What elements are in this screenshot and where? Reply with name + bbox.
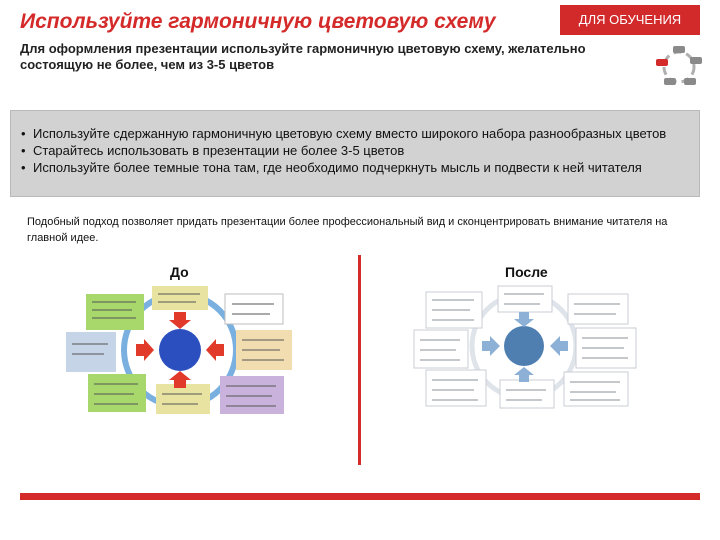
before-arrow [169, 312, 191, 329]
after-box [426, 370, 486, 406]
after-arrow [514, 312, 534, 327]
after-box [568, 294, 628, 324]
before-label: До [170, 264, 189, 280]
after-box [564, 372, 628, 406]
vertical-divider [358, 255, 361, 465]
footer-bar [20, 493, 700, 500]
tip-item: • Старайтесь использовать в презентации не более 3-5 цветов [21, 142, 689, 159]
after-arrow [482, 336, 500, 356]
before-box [225, 294, 283, 324]
after-box [414, 330, 468, 368]
after-label: После [505, 264, 548, 280]
before-box [86, 294, 144, 330]
tip-item: • Используйте сдержанную гармоничную цветовую схему вместо широкого набора разнообразных цветов [21, 125, 689, 142]
network-icon [656, 44, 702, 90]
before-arrow [206, 339, 224, 361]
subtitle: Для оформления презентации используйте гармоничную цветовую схему, желательно состоящую не более, чем из 3-5 цветов [20, 41, 586, 72]
before-box [66, 332, 116, 372]
tip-item: • Используйте более темные тона там, где необходимо подчеркнуть мысль и подвести к ней читателя [21, 159, 689, 176]
page-title: Используйте гармоничную цветовую схему [20, 10, 496, 33]
tips-box [10, 110, 700, 197]
before-box [156, 384, 210, 414]
before-box [88, 374, 146, 412]
before-box [220, 376, 284, 414]
tips-list [21, 125, 689, 176]
after-box [498, 286, 552, 312]
after-arrow [550, 336, 568, 356]
summary-paragraph: Подобный подход позволяет придать презентации более профессиональный вид и сконцентрировать внимание читателя на главной идее. [27, 216, 668, 244]
after-diagram [412, 284, 642, 409]
before-box [152, 286, 208, 310]
after-center [504, 326, 544, 366]
before-arrow [136, 339, 154, 361]
before-diagram [60, 284, 295, 416]
after-box [500, 380, 554, 408]
training-badge: ДЛЯ ОБУЧЕНИЯ [560, 5, 700, 35]
before-center [159, 329, 201, 371]
